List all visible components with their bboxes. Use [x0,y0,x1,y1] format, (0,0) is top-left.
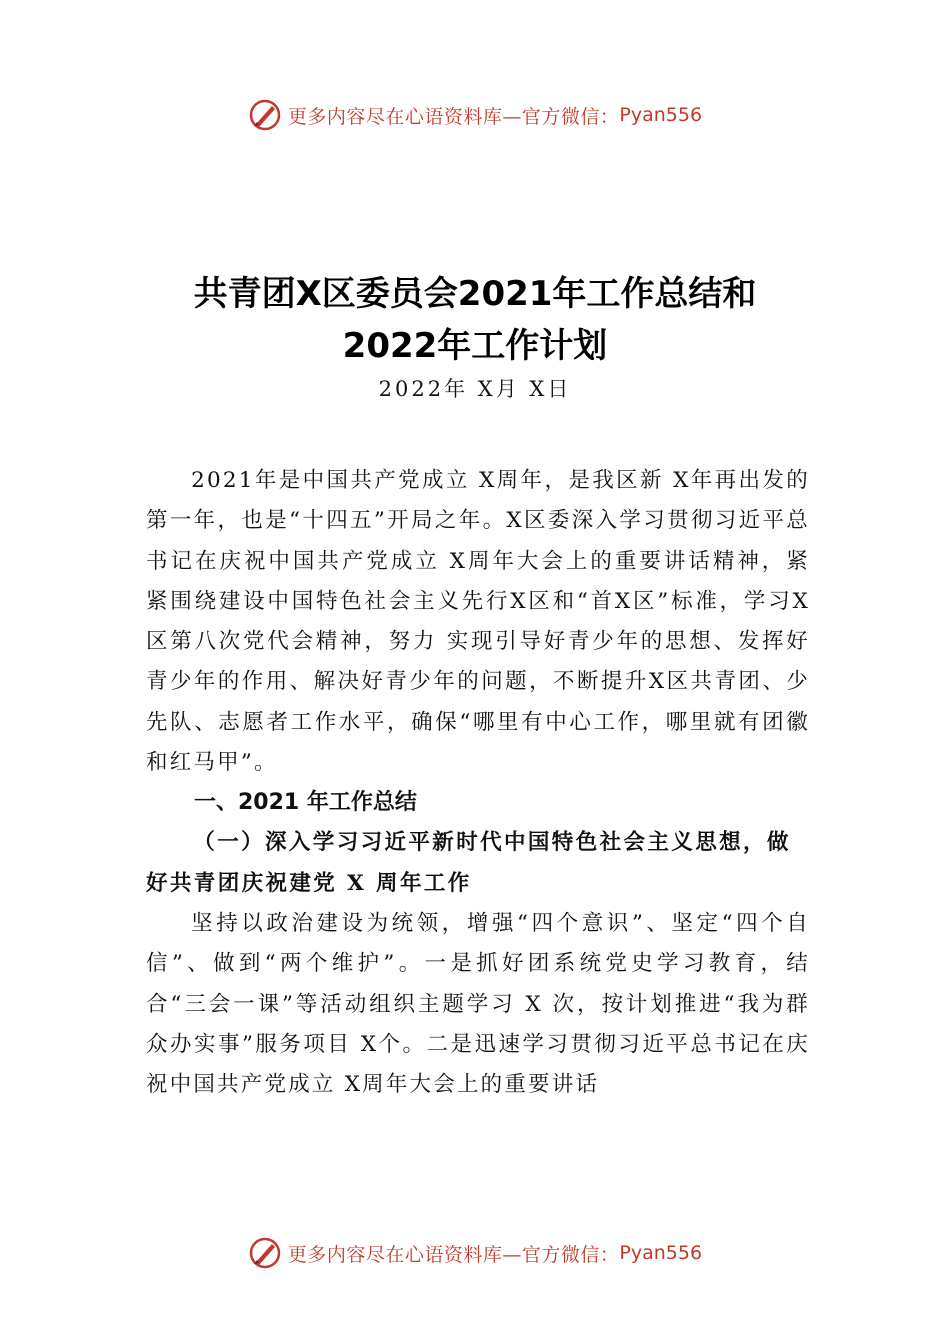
document-title-line2: 2022年工作计划 [342,326,608,366]
pen-logo-icon [248,1236,282,1270]
intro-paragraph: 2021年是中国共产党成立 X周年，是我区新 X年再出发的第一年，也是“十四五”开局之年。X区委深入学习贯彻习近平总书记在庆祝中国共产党成立 X周年大会上的重要讲话精神，紧紧围绕建设中国特色社会主义先行X区和“首X区”标准，学习X区第八次党代会精神，努力 实现引导好青少年的思想、发挥好青少年的作用、解决好青少年的问题，不断提升X区共青团、少先队、志愿者工作水平，确保“哪里有中心工作，哪里就有团徽和红马甲”。 [146,468,810,776]
watermark-banner-top [0,95,950,135]
watermark-wechat-id: Pyan556 [619,1242,703,1264]
watermark-banner-bottom [0,1233,950,1273]
document-title-line1: 共青团X区委员会2021年工作总结和 [193,274,757,314]
document-date: 2022年 X月 X日 [378,377,572,401]
subsection-heading: （一）深入学习习近平新时代中国特色社会主义思想，做好共青团庆祝建党 X 周年工作 [146,830,791,896]
pen-logo-icon [248,98,282,132]
subsection-paragraph: 坚持以政治建设为统领，增强“四个意识”、坚定“四个自信”、做到“两个维护”。一是抓好团系统党史学习教育，结合“三会一课”等活动组织主题学习 X 次，按计划推进“我为群众办实事”服务项目 X个。二是迅速学习贯彻习近平总书记在庆祝中国共产党成立 X周年大会上的重要讲话 [146,910,810,1098]
watermark-text: 更多内容尽在心语资料库—官方微信： [287,1243,620,1266]
watermark-text: 更多内容尽在心语资料库—官方微信： [287,105,620,128]
watermark-wechat-id: Pyan556 [619,104,703,126]
document-body [146,461,810,1105]
section-heading: 一、2021 年工作总结 [194,790,417,816]
